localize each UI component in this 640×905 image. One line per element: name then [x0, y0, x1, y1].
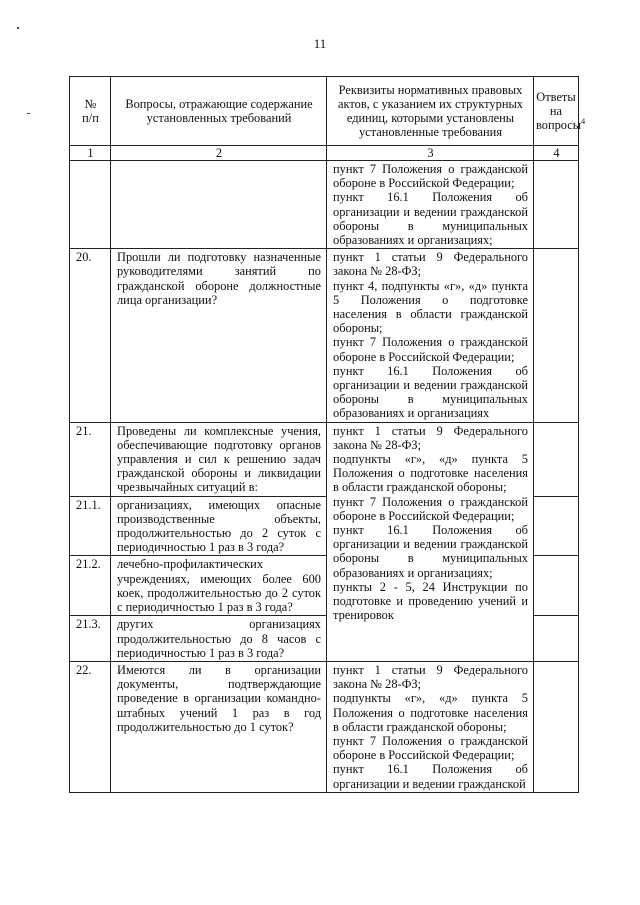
- row-num: 21.3.: [70, 616, 111, 662]
- row-answer: [534, 249, 579, 422]
- table-row: [70, 422, 579, 496]
- row-answer: [534, 661, 579, 792]
- row-question: организациях, имеющих опасные производственные объекты, продолжительностью до 2 суток с периодичностью 1 раз в 3 года?: [111, 496, 327, 556]
- row-answer: [534, 496, 579, 556]
- table-header-row: [70, 77, 579, 146]
- row-requisites: пункт 1 статьи 9 Федерального закона № 28-ФЗ; пункт 4, подпункты «г», «д» пункта 5 Положения о подготовке населения в области гражданской обороны; пункт 7 Положения о гражданской обороне в Российской Федерации; пункт 16.1 Положения об организации и ведении гражданской обороны в муниципальных образованиях и организациях: [327, 249, 534, 422]
- row-answer: [534, 422, 579, 496]
- row-num: 21.1.: [70, 496, 111, 556]
- row-question: [111, 161, 327, 249]
- row-answer: [534, 161, 579, 249]
- table-row: [70, 661, 579, 792]
- row-num: 21.2.: [70, 556, 111, 616]
- header-question: Вопросы, отражающие содержание установленных требований: [111, 77, 327, 146]
- row-requisites: пункт 1 статьи 9 Федерального закона № 28-ФЗ; подпункты «г», «д» пункта 5 Положения о подготовке населения в области гражданской обороны; пункт 7 Положения о гражданской обороне в Российской Федерации; пункт 16.1 Положения об организации и ведении гражданской обороны в муниципальных образованиях и организациях; пункты 2 - 5, 24 Инструкции по подготовке и проведению учений и тренировок: [327, 422, 534, 661]
- scan-mark: [27, 113, 30, 114]
- table-row: [70, 161, 579, 249]
- row-question: Прошли ли подготовку назначенные руководителями занятий по гражданской обороне должностные лица организации?: [111, 249, 327, 422]
- scan-mark: [17, 27, 19, 29]
- row-question: Проведены ли комплексные учения, обеспечивающие подготовку органов управления и сил к решению задач гражданской обороны и ликвидации чрезвычайных ситуаций в:: [111, 422, 327, 496]
- header-answers: Ответы на вопросы$^4$: [534, 77, 579, 146]
- col-number: 4: [534, 146, 579, 161]
- row-question: Имеются ли в организации документы, подтверждающие проведение в организации командно-штабных учений 1 раз в год продолжительностью до 1 суток?: [111, 661, 327, 792]
- row-requisites: пункт 1 статьи 9 Федерального закона № 28-ФЗ; подпункты «г», «д» пункта 5 Положения о подготовке населения в области гражданской обороны; пункт 7 Положения о гражданской обороне в Российской Федерации; пункт 16.1 Положения об организации и ведении гражданской: [327, 661, 534, 792]
- column-numbers-row: [70, 146, 579, 161]
- row-answer: [534, 616, 579, 662]
- col-number: 1: [70, 146, 111, 161]
- col-number: 2: [111, 146, 327, 161]
- col-number: 3: [327, 146, 534, 161]
- page-number: 11: [313, 36, 327, 51]
- row-question: лечебно-профилактических учреждениях, имеющих более 600 коек, продолжительностью до 2 суток с периодичностью 1 раз в 3 года?: [111, 556, 327, 616]
- table-row: [70, 249, 579, 422]
- header-requisites: Реквизиты нормативных правовых актов, с указанием их структурных единиц, которыми установлены установленные требования: [327, 77, 534, 146]
- row-num: 20.: [70, 249, 111, 422]
- row-answer: [534, 556, 579, 616]
- row-num: 22.: [70, 661, 111, 792]
- row-requisites: пункт 7 Положения о гражданской обороне в Российской Федерации; пункт 16.1 Положения об организации и ведении гражданской обороны в муниципальных образованиях и организациях;: [327, 161, 534, 249]
- row-num: 21.: [70, 422, 111, 496]
- header-num: № п/п: [70, 77, 111, 146]
- requirements-table: [69, 76, 586, 793]
- row-question: других организациях продолжительностью до 8 часов с периодичностью 1 раз в 3 года?: [111, 616, 327, 662]
- row-num: [70, 161, 111, 249]
